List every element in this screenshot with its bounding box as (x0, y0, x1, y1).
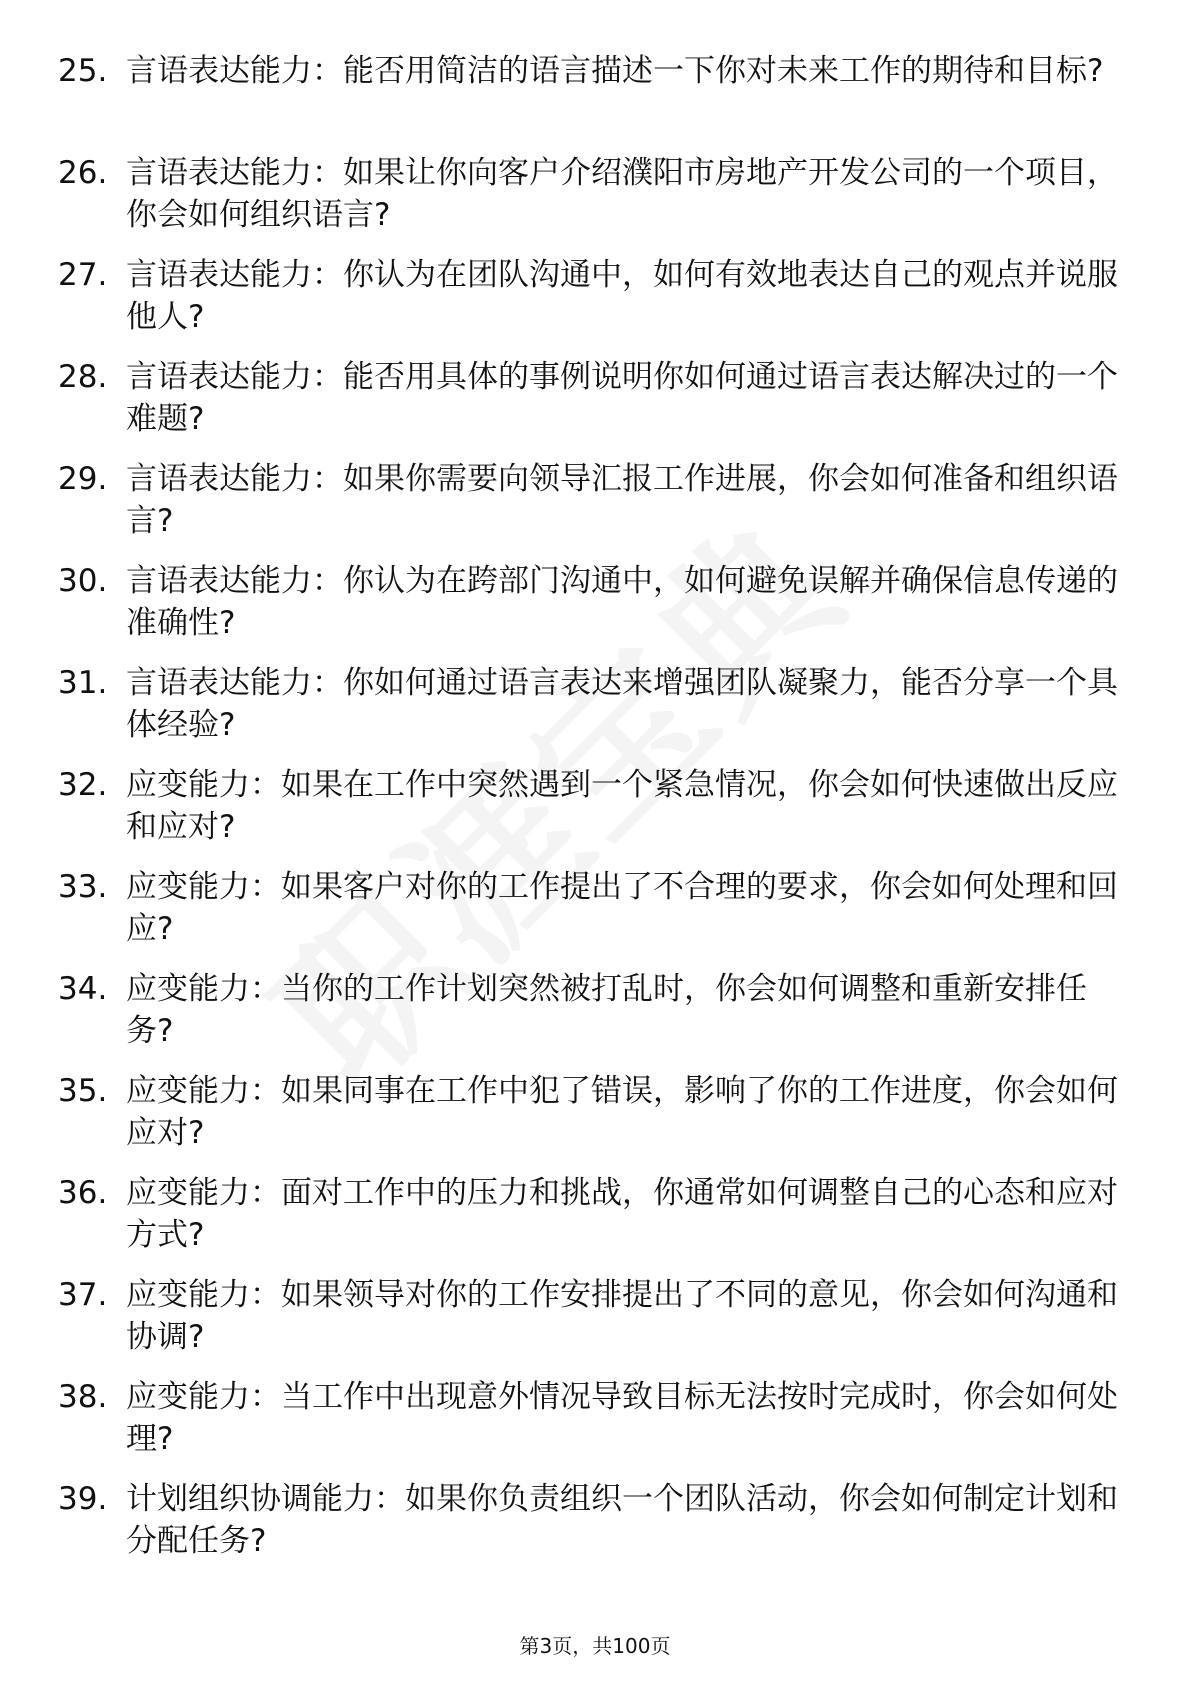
list-item (58, 1478, 1128, 1580)
list-item (58, 1376, 1128, 1478)
question-text: 应变能力：如果领导对你的工作安排提出了不同的意见，你会如何沟通和协调? (126, 1277, 1118, 1355)
list-item (58, 356, 1128, 458)
question-text: 应变能力：面对工作中的压力和挑战，你通常如何调整自己的心态和应对方式? (126, 1175, 1118, 1253)
list-item (58, 254, 1128, 356)
list-item (58, 1274, 1128, 1376)
question-text: 言语表达能力：如果让你向客户介绍濮阳市房地产开发公司的一个项目，你会如何组织语言? (126, 155, 1118, 233)
question-text: 应变能力：如果客户对你的工作提出了不合理的要求，你会如何处理和回应? (126, 869, 1118, 947)
list-item (58, 458, 1128, 560)
question-number: 32. (58, 767, 108, 803)
list-item (58, 764, 1128, 866)
question-number: 28. (58, 359, 108, 395)
list-item (58, 1172, 1128, 1274)
page-footer: 第3页，共100页 (519, 1634, 671, 1658)
list-item (58, 968, 1128, 1070)
question-number: 29. (58, 461, 108, 497)
question-text: 言语表达能力：能否用具体的事例说明你如何通过语言表达解决过的一个难题? (126, 359, 1118, 437)
question-text: 言语表达能力：如果你需要向领导汇报工作进展，你会如何准备和组织语言? (126, 461, 1118, 539)
question-number: 37. (58, 1277, 108, 1313)
question-number: 38. (58, 1379, 108, 1415)
list-item (58, 560, 1128, 662)
question-text: 言语表达能力：你认为在跨部门沟通中，如何避免误解并确保信息传递的准确性? (126, 563, 1118, 641)
question-number: 31. (58, 665, 108, 701)
question-text: 应变能力：当工作中出现意外情况导致目标无法按时完成时，你会如何处理? (126, 1379, 1118, 1457)
question-list (58, 50, 1128, 1580)
question-number: 34. (58, 971, 108, 1007)
question-text: 言语表达能力：你如何通过语言表达来增强团队凝聚力，能否分享一个具体经验? (126, 665, 1118, 743)
question-number: 26. (58, 155, 108, 191)
question-text: 应变能力：如果在工作中突然遇到一个紧急情况，你会如何快速做出反应和应对? (126, 767, 1118, 845)
question-text: 计划组织协调能力：如果你负责组织一个团队活动，你会如何制定计划和分配任务? (126, 1481, 1118, 1559)
question-number: 36. (58, 1175, 108, 1211)
question-number: 30. (58, 563, 108, 599)
question-number: 33. (58, 869, 108, 905)
question-text: 应变能力：当你的工作计划突然被打乱时，你会如何调整和重新安排任务? (126, 971, 1087, 1049)
list-item (58, 50, 1128, 152)
question-number: 27. (58, 257, 108, 293)
list-item (58, 866, 1128, 968)
question-text: 言语表达能力：能否用简洁的语言描述一下你对未来工作的期待和目标? (126, 53, 1104, 89)
question-number: 25. (58, 53, 108, 89)
question-number: 35. (58, 1073, 108, 1109)
list-item (58, 1070, 1128, 1172)
list-item (58, 152, 1128, 254)
question-text: 应变能力：如果同事在工作中犯了错误，影响了你的工作进度，你会如何应对? (126, 1073, 1118, 1151)
list-item (58, 662, 1128, 764)
question-text: 言语表达能力：你认为在团队沟通中，如何有效地表达自己的观点并说服他人? (126, 257, 1118, 335)
question-number: 39. (58, 1481, 108, 1517)
